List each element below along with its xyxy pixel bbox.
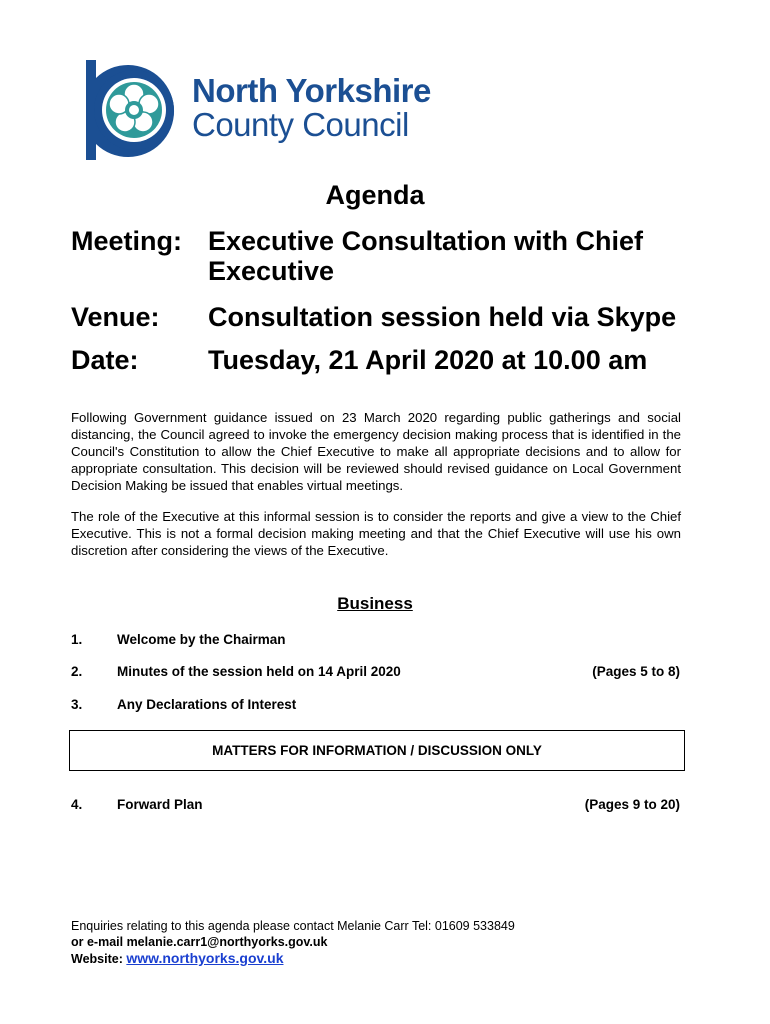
- intro-paragraph: Following Government guidance issued on 23 March 2020 regarding public gatherings and social distancing, the Council agreed to invoke the emergency decision making process that is identified in the Council's Constitution to allow the Chief Executive to make all appropriate decisions and to allow for appropriate consultation. This decision will be reviewed should revised guidance on Local Government Decision Making be issued that enables virtual meetings.: [71, 410, 681, 493]
- item-number: 1.: [71, 632, 83, 647]
- business-heading: Business: [337, 594, 413, 613]
- yorkshire-rose-emblem-icon: [82, 56, 186, 164]
- item-pages: (Pages 5 to 8): [592, 664, 680, 679]
- agenda-title: Agenda: [325, 180, 425, 210]
- role-paragraph: The role of the Executive at this informal session is to consider the reports and give a view to the Chief Executive. This is not a formal decision making meeting and that the Chief Executive will use his own discretion after considering the views of the Executive.: [71, 509, 681, 558]
- meeting-label: Meeting:: [71, 226, 182, 256]
- venue-label: Venue:: [71, 302, 160, 332]
- enquiries-line: Enquiries relating to this agenda please contact Melanie Carr Tel: 01609 533849: [71, 919, 515, 933]
- meeting-value: Executive Consultation with Chief Executive: [208, 226, 644, 286]
- date-label: Date:: [71, 345, 139, 375]
- footer-contact: [71, 918, 515, 967]
- item-number: 4.: [71, 797, 83, 812]
- council-logo: [82, 56, 472, 166]
- item-title: Minutes of the session held on 14 April 2020: [117, 664, 401, 679]
- item-title: Any Declarations of Interest: [117, 697, 297, 712]
- item-number: 3.: [71, 697, 83, 712]
- website-link[interactable]: www.northyorks.gov.uk: [126, 950, 284, 966]
- item-title: Welcome by the Chairman: [117, 632, 286, 647]
- information-section-box: MATTERS FOR INFORMATION / DISCUSSION ONLY: [69, 730, 685, 771]
- date-value: Tuesday, 21 April 2020 at 10.00 am: [208, 345, 648, 375]
- email-line: or e-mail melanie.carr1@northyorks.gov.uk: [71, 935, 328, 949]
- item-title: Forward Plan: [117, 797, 203, 812]
- website-label: Website:: [71, 952, 127, 966]
- venue-value: Consultation session held via Skype: [208, 302, 677, 332]
- logo-title-line2: County Council: [192, 106, 409, 143]
- item-pages: (Pages 9 to 20): [584, 797, 680, 812]
- item-number: 2.: [71, 664, 83, 679]
- logo-title-line1: North Yorkshire: [192, 72, 431, 109]
- website-line: [71, 950, 515, 967]
